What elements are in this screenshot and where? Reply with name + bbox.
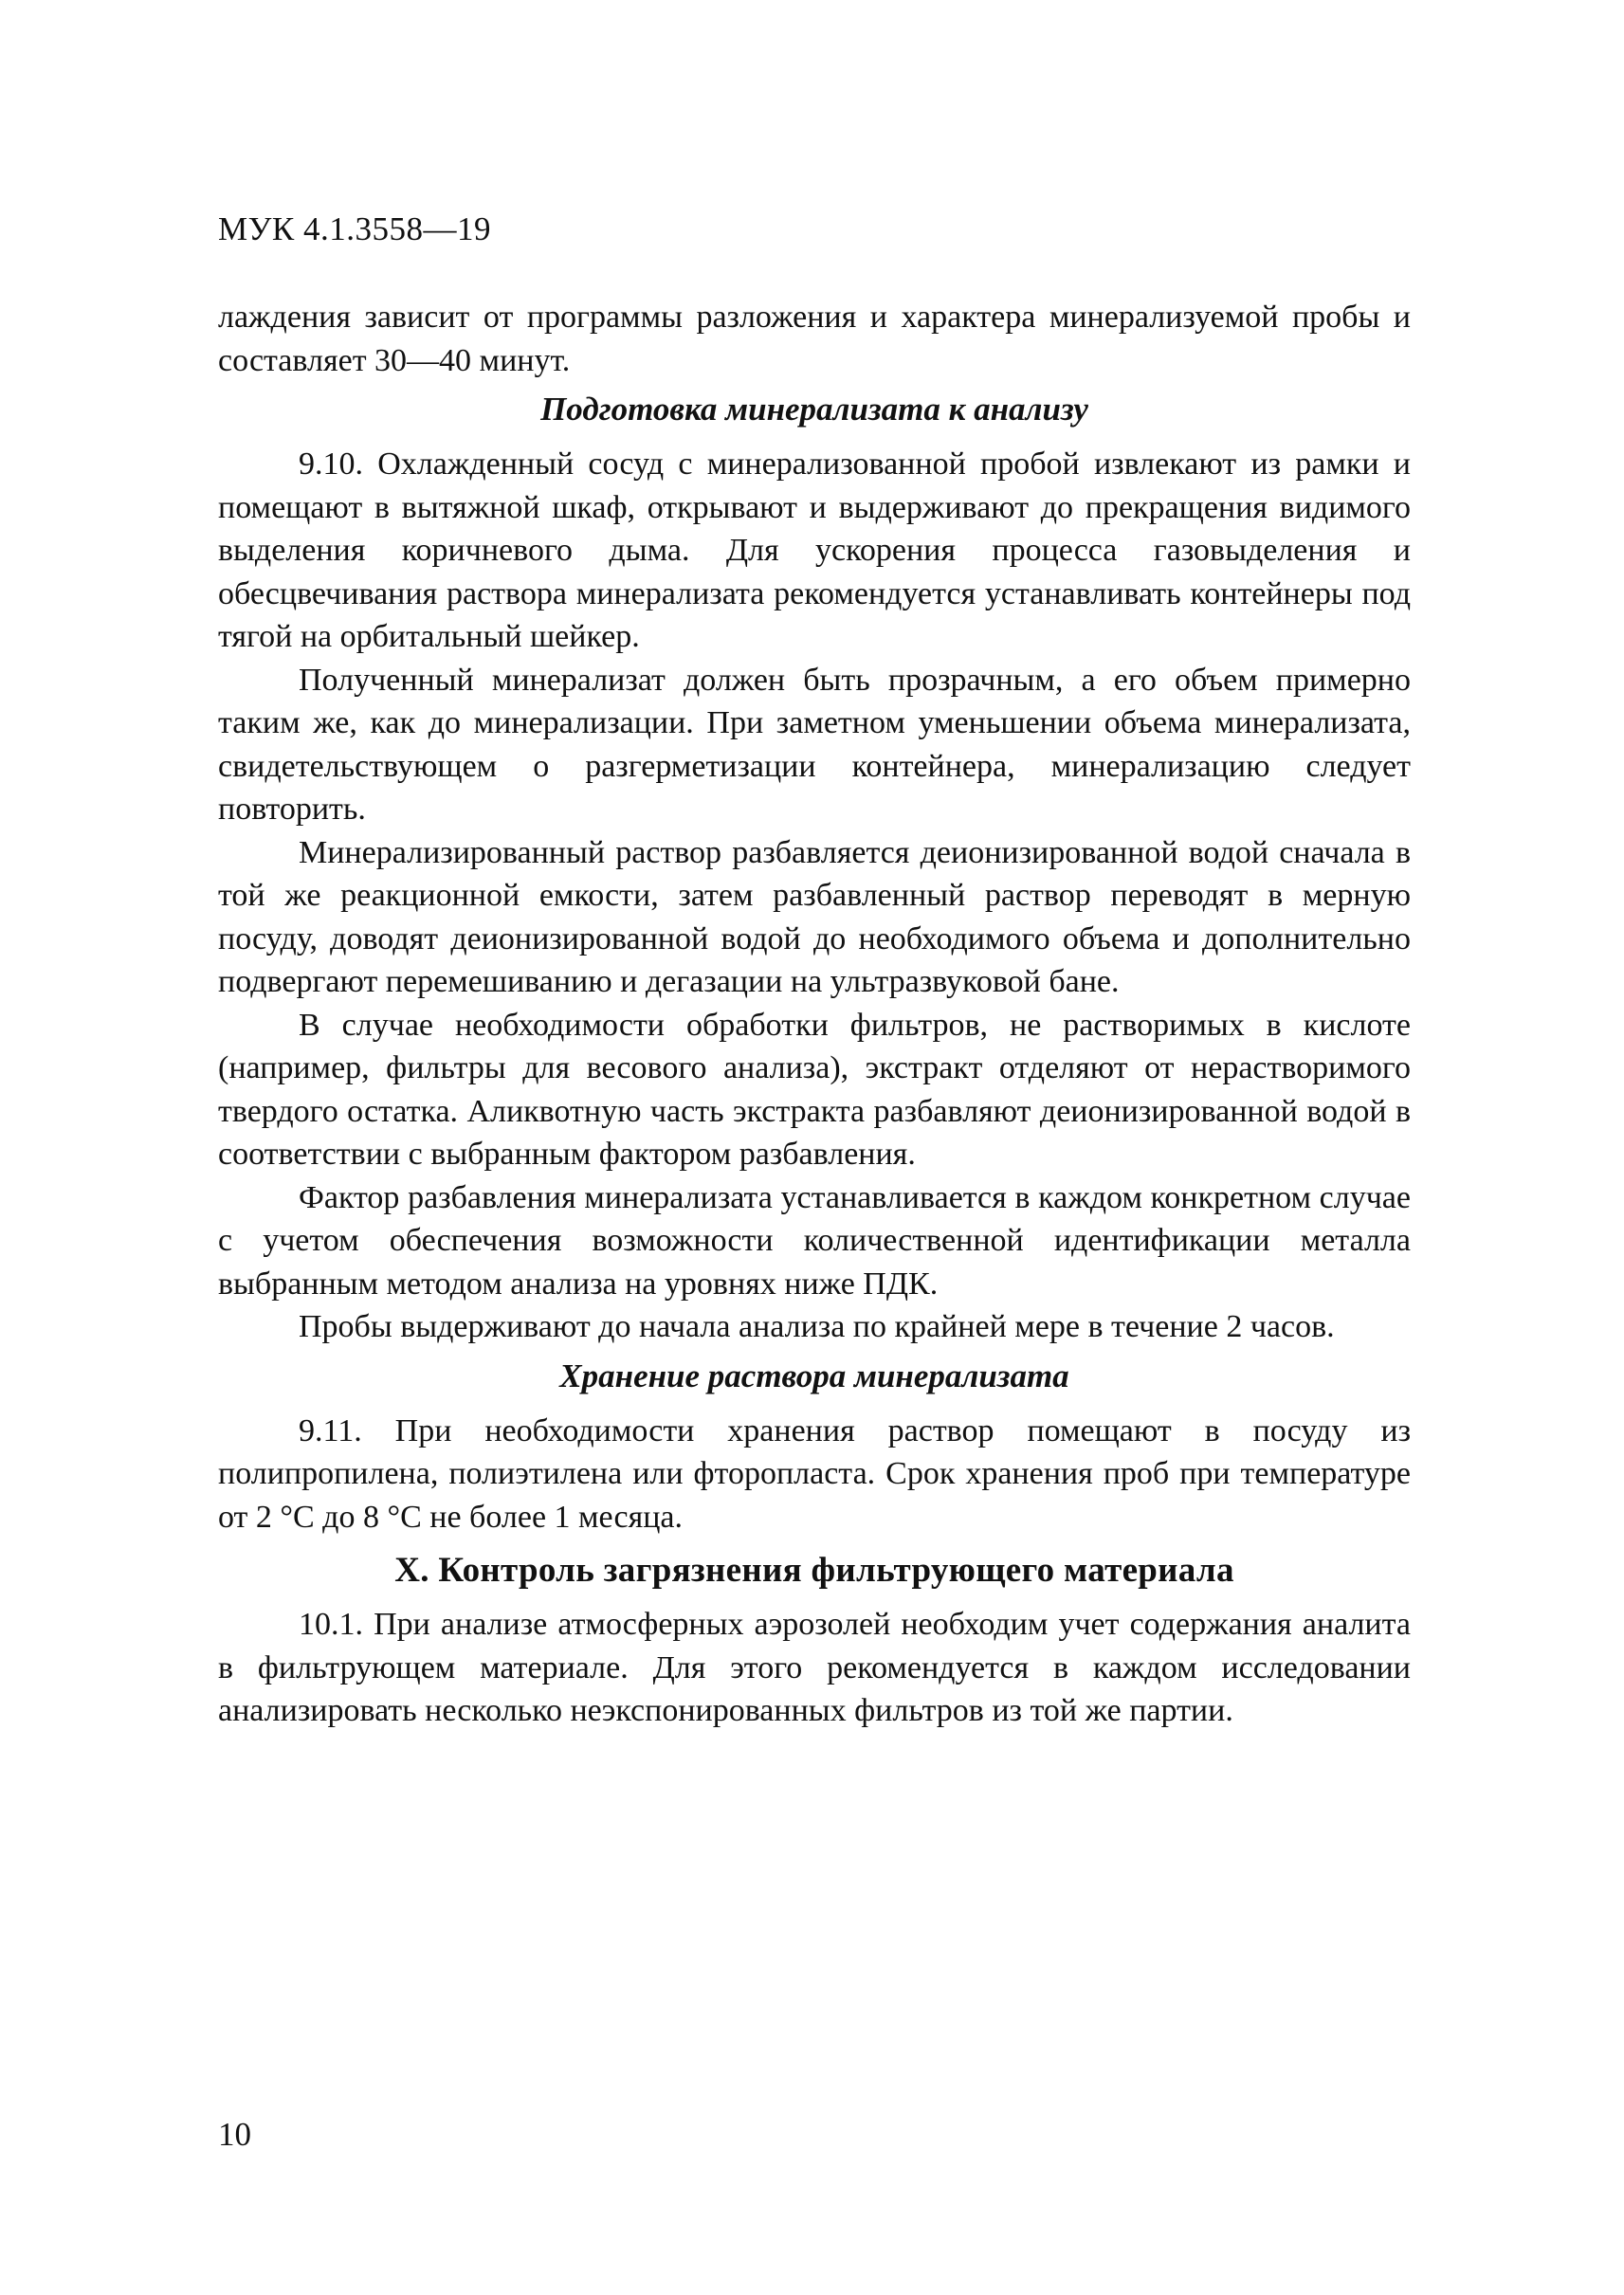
paragraph-holding-time: Пробы выдерживают до начала анализа по крайней мере в течение 2 часов. <box>299 1309 1335 1344</box>
page-body <box>218 296 1411 1733</box>
paragraph-intro-continuation: лаждения зависит от программы разложения и характера минерализуемой пробы и составляет 30—40 минут. <box>218 300 1411 378</box>
page-number: 10 <box>218 2116 251 2153</box>
paragraph-10-1: 10.1. При анализе атмосферных аэрозолей необходим учет содержания аналита в фильтрующем материале. Для этого рекомендуется в каждом исследовании анализировать несколько неэкспонированных фильтров из той же партии. <box>218 1607 1411 1728</box>
document-code: МУК 4.1.3558—19 <box>218 210 491 247</box>
paragraph-dilution-factor: Фактор разбавления минерализата устанавливается в каждом конкретном случае с учетом обеспечения возможности количественной идентификации металла выбранным методом анализа на уровнях ниже ПДК. <box>218 1179 1411 1302</box>
paragraph-obtained-mineralizate: Полученный минерализат должен быть прозрачным, а его объем примерно таким же, как до минерализации. При заметном уменьшении объема минерализата, свидетельствующем о разгерметизации контейнера, минерализацию следует повторить. <box>218 662 1411 827</box>
subheading-storage: Хранение раствора минерализата <box>559 1357 1069 1394</box>
paragraph-filters: В случае необходимости обработки фильтров, не растворимых в кислоте (например, фильтры для весового анализа), экстракт отделяют от нерастворимого твердого остатка. Аликвотную часть экстракта разбавляют деионизированной водой в соответствии с выбранным фактором разбавления. <box>218 1007 1411 1172</box>
paragraph-dilution: Минерализированный раствор разбавляется деионизированной водой сначала в той же реакционной емкости, затем разбавленный раствор переводят в мерную посуду, доводят деионизированной водой до необходимого объема и дополнительно подвергают перемешиванию и дегазации на ультразвуковой бане. <box>218 834 1411 999</box>
subheading-preparation: Подготовка минерализата к анализу <box>540 391 1088 428</box>
paragraph-9-11: 9.11. При необходимости хранения раствор помещают в посуду из полипропилена, полиэтилена или фторопласта. Срок хранения проб при температуре от 2 °С до 8 °С не более 1 месяца. <box>218 1412 1411 1535</box>
section-x-title: X. Контроль загрязнения фильтрующего материала <box>394 1551 1234 1590</box>
paragraph-9-10: 9.10. Охлажденный сосуд с минерализованной пробой извлекают из рамки и помещают в вытяжной шкаф, открывают и выдерживают до прекращения видимого выделения коричневого дыма. Для ускорения процесса газовыделения и обесцвечивания раствора минерализата рекомендуется устанавливать контейнеры под тягой на орбитальный шейкер. <box>218 446 1411 654</box>
